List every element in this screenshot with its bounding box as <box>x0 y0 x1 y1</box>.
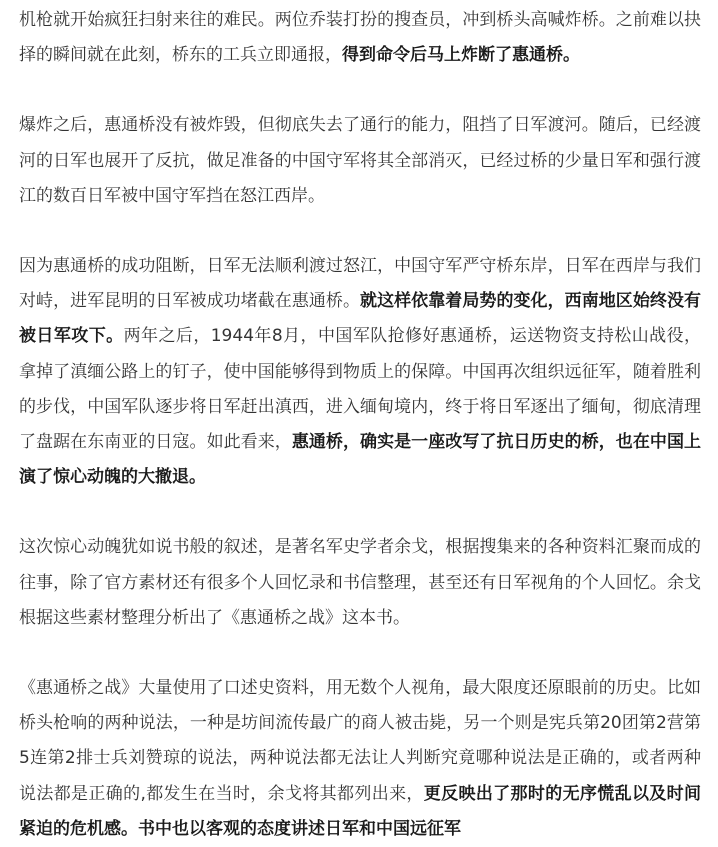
article-body <box>19 3 701 847</box>
paragraph-bold-text: 更反映出了那时的无序慌乱以及时间紧迫的危机感。书中也以客观的态度讲述日军和中国远征军 <box>19 783 702 839</box>
paragraph-text: 爆炸之后，惠通桥没有被炸毁，但彻底失去了通行的能力，阻挡了日军渡河。随后，已经渡河的日军也展开了反抗，做足准备的中国守军将其全部消灭，已经过桥的少量日军和强行渡江的数百日军被中国守军挡在怒江西岸。 <box>19 115 701 206</box>
paragraph-text: 两年之后，1944年8月，中国军队抢修好惠通桥，运送物资支持松山战役，拿掉了滇缅公路上的钉子，使中国能够得到物质上的保障。中国再次组织远征军，随着胜利的步伐，中国军队逐步将日军赶出滇西，进入缅甸境内，终于将日军逐出了缅甸，彻底清理了盘踞在东南亚的日寇。如此看来， <box>19 326 701 453</box>
paragraph-text: 这次惊心动魄犹如说书般的叙述，是著名军史学者余戈，根据搜集来的各种资料汇聚而成的往事，除了官方素材还有很多个人回忆录和书信整理，甚至还有日军视角的个人回忆。余戈根据这些素材整理分析出了《惠通桥之战》这本书。 <box>19 537 701 628</box>
paragraph-5 <box>19 671 701 847</box>
paragraph-text: 《惠通桥之战》大量使用了口述史资料，用无数个人视角，最大限度还原眼前的历史。比如桥头枪响的两种说法，一种是坊间流传最广的商人被击毙，另一个则是宪兵第20团第2营第5连第2排士兵刘赞琼的说法，两种说法都无法让人判断究竟哪种说法是正确的，或者两种说法都是正确的,都发生在当时，余戈将其都列出来， <box>19 678 701 804</box>
paragraph-bold-text: 得到命令后马上炸断了惠通桥。 <box>342 45 580 66</box>
paragraph-bold-text: 就这样依靠着局势的变化，西南地区始终没有被日军攻下。 <box>19 291 702 347</box>
paragraph-4 <box>19 530 701 636</box>
paragraph-1 <box>19 3 701 73</box>
paragraph-text: 机枪就开始疯狂扫射来往的难民。两位乔装打扮的搜查员，冲到桥头高喊炸桥。之前难以抉择的瞬间就在此刻，桥东的工兵立即通报， <box>19 10 701 66</box>
paragraph-text: 因为惠通桥的成功阻断，日军无法顺利渡过怒江，中国守军严守桥东岸，日军在西岸与我们对峙，进军昆明的日军被成功堵截在惠通桥。 <box>19 256 701 312</box>
paragraph-3 <box>19 249 701 495</box>
paragraph-bold-text: 惠通桥，确实是一座改写了抗日历史的桥，也在中国上演了惊心动魄的大撤退。 <box>19 432 702 488</box>
paragraph-2 <box>19 108 701 214</box>
